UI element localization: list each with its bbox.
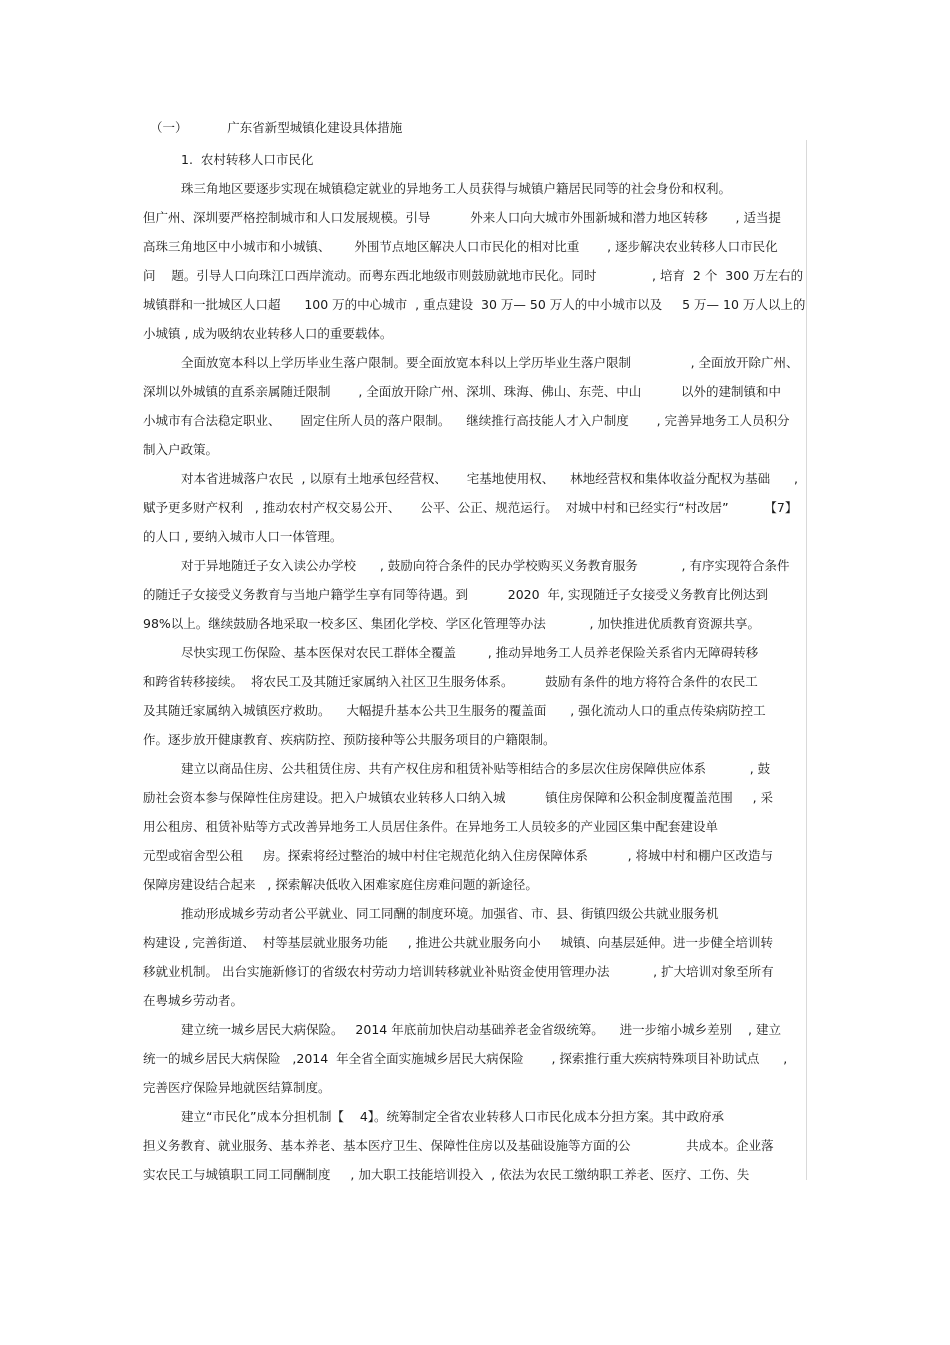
paragraph-line: 对于异地随迁子女入读公办学校 , 鼓励向符合条件的民办学校购买义务教育服务 , 有序实现符合条件 (181, 558, 790, 573)
paragraph-line: 统一的城乡居民大病保险 ,2014 年全省全面实施城乡居民大病保险 , 探索推行重大疾病特殊项目补助试点 , (143, 1051, 788, 1066)
paragraph-line: 完善医疗保险异地就医结算制度。 (143, 1080, 331, 1095)
paragraph-line: 制入户政策。 (143, 442, 219, 457)
paragraph-line: 的随迁子女接受义务教育与当地户籍学生享有同等待遇。到 2020 年, 实现随迁子女接受义务教育比例达到 (143, 587, 768, 602)
paragraph-line: 保障房建设结合起来 , 探索解决低收入困难家庭住房难问题的新途径。 (143, 877, 538, 892)
margin-rule (806, 140, 807, 1180)
paragraph-line: 问 题。引导人口向珠江口西岸流动。而粤东西北地级市则鼓励就地市民化。同时 , 培育 2 个 300 万左右的 (143, 268, 804, 283)
paragraph-line: 元型或宿舍型公租 房。探索将经过整治的城中村住宅规范化纳入住房保障体系 , 将城中村和棚户区改造与 (143, 848, 774, 863)
paragraph-line: 深圳以外城镇的直系亲属随迁限制 , 全面放开除广州、深圳、珠海、佛山、东莞、中山 以外的建制镇和中 (143, 384, 781, 399)
paragraph-line: 尽快实现工伤保险、基本医保对农民工群体全覆盖 , 推动异地务工人员养老保险关系省内无障碍转移 (181, 645, 759, 660)
paragraph-line: 珠三角地区要逐步实现在城镇稳定就业的异地务工人员获得与城镇户籍居民同等的社会身份和权利。 (181, 181, 732, 196)
paragraph-line: 建立以商品住房、公共租赁住房、共有产权住房和租赁补贴等相结合的多层次住房保障供应体系 , 鼓 (181, 761, 771, 776)
paragraph-line: 98%以上。继续鼓励各地采取一校多区、集团化学校、学区化管理等办法 , 加快推进优质教育资源共享。 (143, 616, 760, 631)
paragraph-line: 高珠三角地区中小城市和小城镇、 外围节点地区解决人口市民化的相对比重 , 逐步解决农业转移人口市民化 (143, 239, 778, 254)
paragraph-line: 但广州、深圳要严格控制城市和人口发展规模。引导 外来人口向大城市外围新城和潜力地区转移 , 适当提 (143, 210, 781, 225)
section-heading: （一） 广东省新型城镇化建设具体措施 (150, 120, 403, 135)
paragraph-line: 的人口 , 要纳入城市人口一体管理。 (143, 529, 343, 544)
paragraph-line: 建立统一城乡居民大病保险。 2014 年底前加快启动基础养老金省级统筹。 进一步缩小城乡差别 , 建立 (181, 1022, 781, 1037)
paragraph-line: 励社会资本参与保障性住房建设。把入户城镇农业转移人口纳入城 镇住房保障和公积金制度覆盖范围 , 采 (143, 790, 774, 805)
paragraph-line: 全面放宽本科以上学历毕业生落户限制。要全面放宽本科以上学历毕业生落户限制 , 全面放开除广州、 (181, 355, 799, 370)
paragraph-line: 作。逐步放开健康教育、疾病防控、预防接种等公共服务项目的户籍限制。 (143, 732, 556, 747)
paragraph-line: 城镇群和一批城区人口超 100 万的中心城市 , 重点建设 30 万— 50 万人的中小城市以及 5 万— 10 万人以上的 (143, 297, 805, 312)
subsection-heading: 1. 农村转移人口市民化 (181, 152, 314, 167)
paragraph-line: 赋予更多财产权利 , 推动农村产权交易公开、 公平、公正、规范运行。 对城中村和已经实行“村改居” 【7】 (143, 500, 798, 515)
paragraph-line: 用公租房、租赁补贴等方式改善异地务工人员居住条件。在异地务工人员较多的产业园区集中配套建设单 (143, 819, 719, 834)
paragraph-line: 建立“市民化”成本分担机制【 4】。统筹制定全省农业转移人口市民化成本分担方案。其中政府承 (181, 1109, 725, 1124)
paragraph-line: 移就业机制。 出台实施新修订的省级农村劳动力培训转移就业补贴资金使用管理办法 , 扩大培训对象至所有 (143, 964, 774, 979)
paragraph-line: 实农民工与城镇职工同工同酬制度 , 加大职工技能培训投入 , 依法为农民工缴纳职工养老、医疗、工伤、失 (143, 1167, 750, 1182)
paragraph-line: 及其随迁家属纳入城镇医疗救助。 大幅提升基本公共卫生服务的覆盖面 , 强化流动人口的重点传染病防控工 (143, 703, 766, 718)
paragraph-line: 小城镇 , 成为吸纳农业转移人口的重要载体。 (143, 326, 393, 341)
paragraph-line: 对本省进城落户农民 , 以原有土地承包经营权、 宅基地使用权、 林地经营权和集体收益分配权为基础 , (181, 471, 798, 486)
paragraph-line: 担义务教育、就业服务、基本养老、基本医疗卫生、保障性住房以及基础设施等方面的公 共成本。企业落 (143, 1138, 774, 1153)
paragraph-line: 和跨省转移接续。 将农民工及其随迁家属纳入社区卫生服务体系。 鼓励有条件的地方将符合条件的农民工 (143, 674, 758, 689)
paragraph-line: 在粤城乡劳动者。 (143, 993, 244, 1008)
paragraph-line: 小城市有合法稳定职业、 固定住所人员的落户限制。 继续推行高技能人才入户制度 , 完善异地务工人员积分 (143, 413, 790, 428)
paragraph-line: 构建设 , 完善街道、 村等基层就业服务功能 , 推进公共就业服务向小 城镇、向基层延伸。进一步健全培训转 (143, 935, 774, 950)
paragraph-line: 推动形成城乡劳动者公平就业、同工同酬的制度环境。加强省、市、县、街镇四级公共就业服务机 (181, 906, 719, 921)
